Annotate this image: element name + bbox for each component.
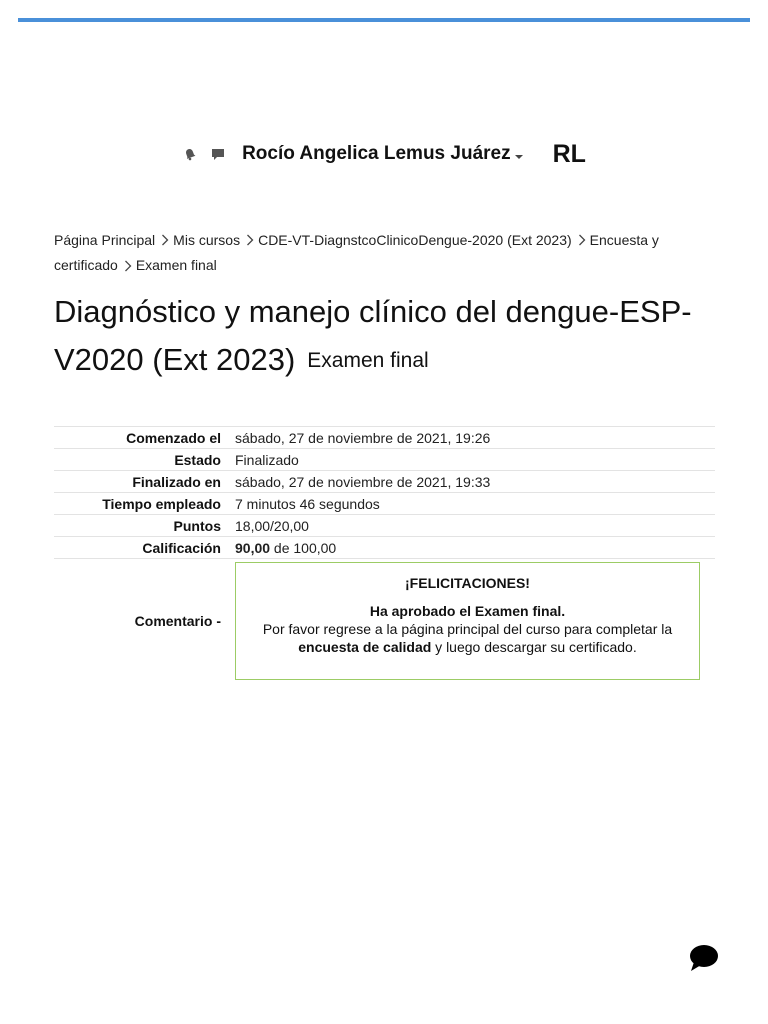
course-title: Diagnóstico y manejo clínico del dengue-ESP- V2020 (Ext 2023) (54, 294, 692, 377)
grade-max: de 100,00 (270, 539, 337, 556)
chevron-right-icon (246, 229, 254, 253)
page-title (54, 288, 724, 385)
summary-value (235, 537, 715, 559)
summary-label: Calificación (54, 537, 235, 559)
chat-icon[interactable] (210, 146, 226, 162)
summary-value: sábado, 27 de noviembre de 2021, 19:33 (235, 471, 715, 493)
summary-label: Tiempo empleado (54, 493, 235, 515)
user-navbar (0, 136, 768, 172)
summary-value: 18,00/20,00 (235, 515, 715, 537)
summary-label: Comenzado el (54, 427, 235, 449)
summary-row-started (54, 427, 715, 449)
summary-label: Estado (54, 449, 235, 471)
chevron-down-icon[interactable] (515, 155, 523, 159)
chevron-right-icon (124, 255, 132, 279)
user-menu[interactable] (238, 143, 523, 165)
breadcrumb-item-course[interactable]: CDE-VT-DiagnstcoClinicoDengue-2020 (Ext 2023) (258, 232, 572, 248)
breadcrumb-item-home[interactable]: Página Principal (54, 232, 156, 248)
chevron-right-icon (161, 229, 169, 253)
summary-row-comment (54, 562, 715, 680)
summary-value: sábado, 27 de noviembre de 2021, 19:26 (235, 427, 715, 449)
summary-row-time-taken (54, 493, 715, 515)
breadcrumb-item-section[interactable]: Encuesta y certificado (54, 232, 659, 274)
activity-title: Examen final (307, 349, 429, 372)
grade-value: 90,00 (235, 539, 271, 556)
summary-row-marks (54, 515, 715, 537)
user-name[interactable]: Rocío Angelica Lemus Juárez (242, 143, 511, 164)
summary-value: Finalizado (235, 449, 715, 471)
chevron-right-icon (578, 229, 586, 253)
attempt-summary-table (54, 426, 715, 559)
feedback-survey-text: encuesta de calidad (298, 639, 432, 655)
summary-label: Finalizado en (54, 471, 235, 493)
summary-label: Puntos (54, 515, 235, 537)
chat-bubble-icon[interactable] (687, 941, 721, 975)
feedback-instructions-text: Por favor regrese a la página principal del curso para completar la (262, 621, 673, 637)
feedback-instructions-end: y luego descargar su certificado. (431, 639, 637, 655)
feedback-instructions (236, 620, 699, 656)
breadcrumb (54, 228, 714, 279)
top-accent-bar (18, 18, 750, 22)
bell-icon[interactable] (182, 146, 198, 162)
feedback-heading: ¡FELICITACIONES! (405, 575, 530, 591)
avatar[interactable]: RL (552, 139, 586, 168)
summary-value: 7 minutos 46 segundos (235, 493, 715, 515)
feedback-box (235, 562, 700, 680)
breadcrumb-item-my-courses[interactable]: Mis cursos (173, 232, 241, 248)
feedback-passed-text: Ha aprobado el Examen final. (369, 603, 566, 619)
summary-row-grade (54, 537, 715, 559)
summary-row-state (54, 449, 715, 471)
summary-row-finished (54, 471, 715, 493)
breadcrumb-item-quiz[interactable]: Examen final (135, 257, 217, 274)
summary-label: Comentario - (134, 613, 221, 629)
